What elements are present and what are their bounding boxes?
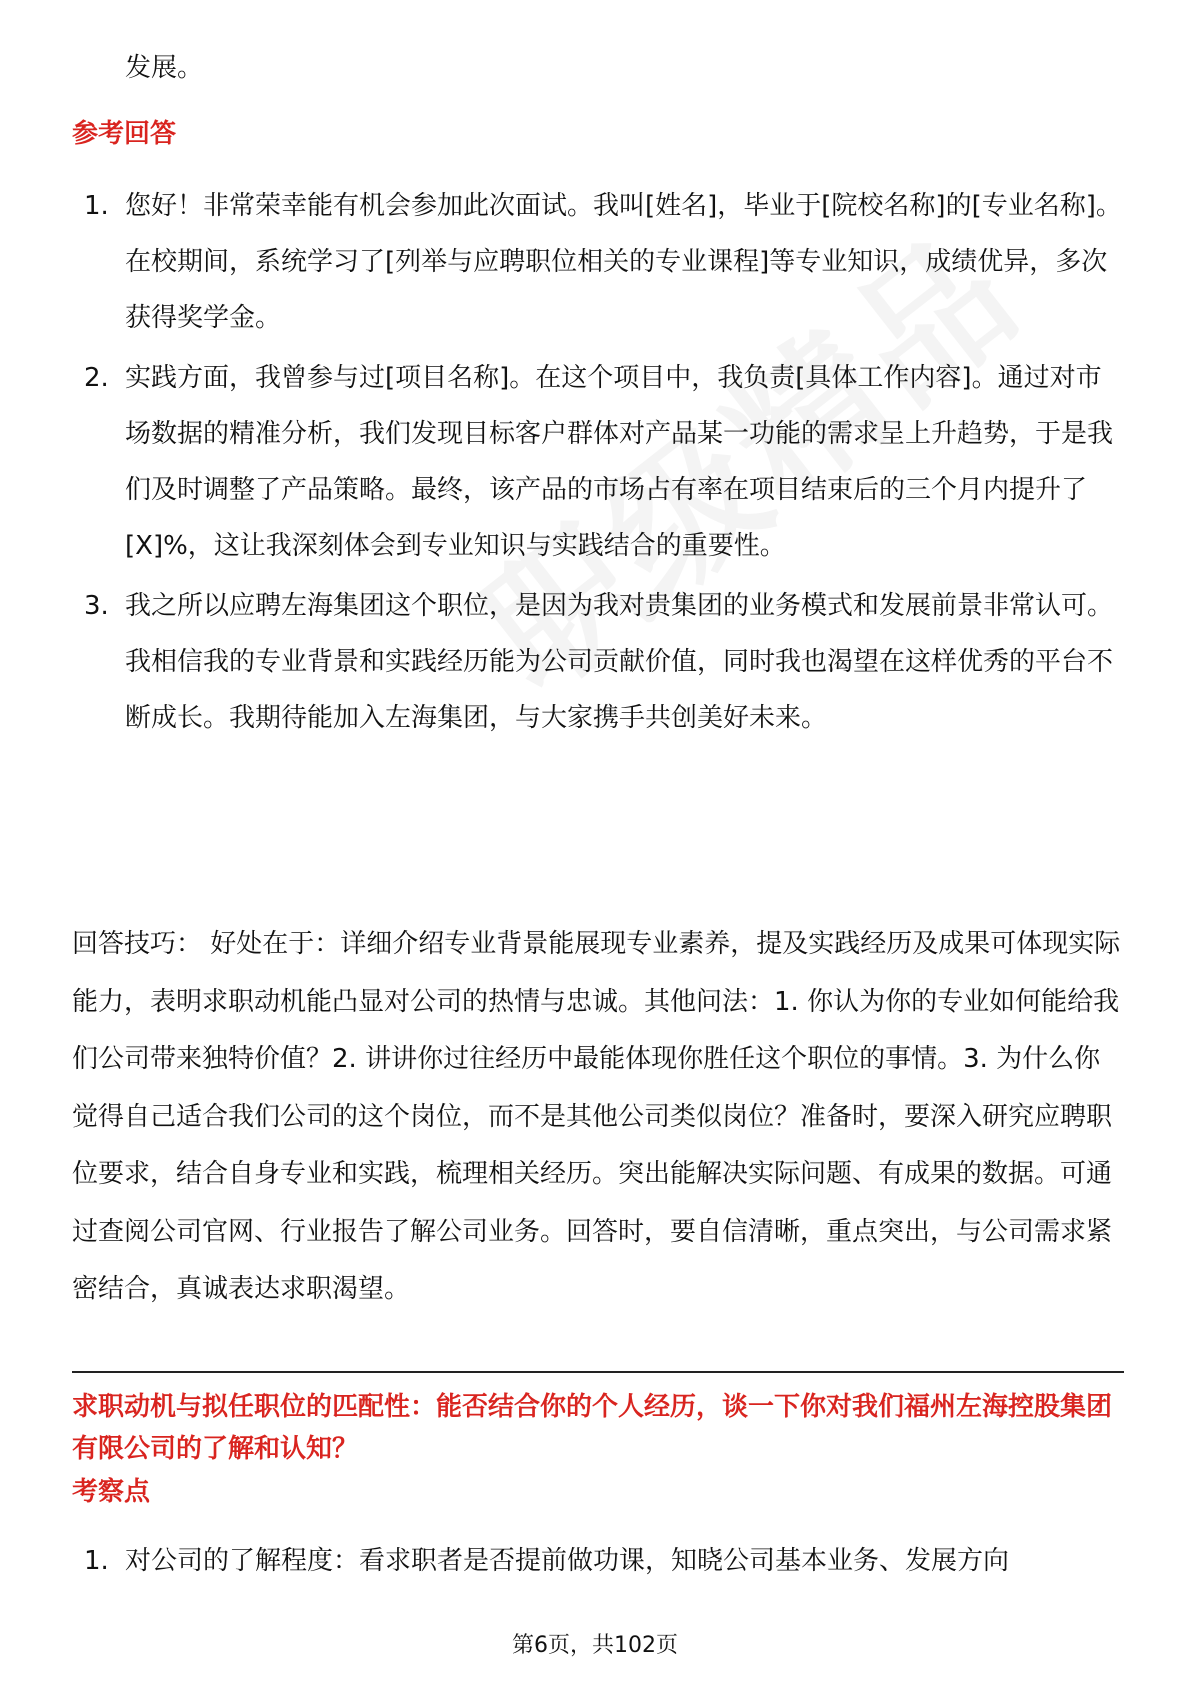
section-divider (72, 1371, 1124, 1373)
list-item-text: 对公司的了解程度：看求职者是否提前做功课，知晓公司基本业务、发展方向 (125, 1546, 1010, 1576)
list-item (84, 1533, 1124, 1589)
list-item-text: 实践方面，我曾参与过[项目名称]。在这个项目中，我负责[具体工作内容]。通过对市场数据的精准分析，我们发现目标客户群体对产品某一功能的需求呈上升趋势，于是我们及时调整了产品策略。最终，该产品的市场占有率在项目结束后的三个月内提升了[X]%，这让我深刻体会到专业知识与实践结合的重要性。 (125, 363, 1114, 561)
assessment-points-list (84, 1533, 1124, 1593)
list-item (84, 178, 1124, 346)
continuation-text: 发展。 (125, 53, 204, 83)
list-item-number: 1. (84, 191, 109, 221)
question-title: 求职动机与拟任职位的匹配性：能否结合你的个人经历，谈一下你对我们福州左海控股集团有限公司的了解和认知？ (72, 1392, 1113, 1464)
list-item (84, 350, 1124, 574)
answer-tips: 回答技巧： 好处在于：详细介绍专业背景能展现专业素养，提及实践经历及成果可体现实际能力，表明求职动机能凸显对公司的热情与忠诚。其他问法：1. 你认为你的专业如何能给我们公司带来独特价值？2. 讲讲你过往经历中最能体现你胜任这个职位的事情。3. 为什么你觉得自己适合我们公司的这个岗位，而不是其他公司类似岗位？准备时，要深入研究应聘职位要求，结合自身专业和实践，梳理相关经历。突出能解决实际问题、有成果的数据。可通过查阅公司官网、行业报告了解公司业务。回答时，要自信清晰，重点突出，与公司需求紧密结合，真诚表达求职渴望。 (72, 929, 1121, 1304)
list-item-number: 3. (84, 591, 109, 621)
page-number-footer: 第6页，共102页 (512, 1633, 678, 1658)
reference-answer-list (84, 178, 1124, 750)
list-item-text: 我之所以应聘左海集团这个职位，是因为我对贵集团的业务模式和发展前景非常认可。我相信我的专业背景和实践经历能为公司贡献价值，同时我也渴望在这样优秀的平台不断成长。我期待能加入左海集团，与大家携手共创美好未来。 (125, 591, 1114, 733)
list-item-text: 您好！非常荣幸能有机会参加此次面试。我叫[姓名]，毕业于[院校名称]的[专业名称]。在校期间，系统学习了[列举与应聘职位相关的专业课程]等专业知识，成绩优异，多次获得奖学金。 (125, 191, 1122, 333)
assessment-points-heading: 考察点 (72, 1477, 151, 1507)
reference-answer-heading: 参考回答 (72, 119, 177, 149)
list-item-number: 1. (84, 1546, 109, 1576)
list-item-number: 2. (84, 363, 109, 393)
list-item (84, 578, 1124, 746)
